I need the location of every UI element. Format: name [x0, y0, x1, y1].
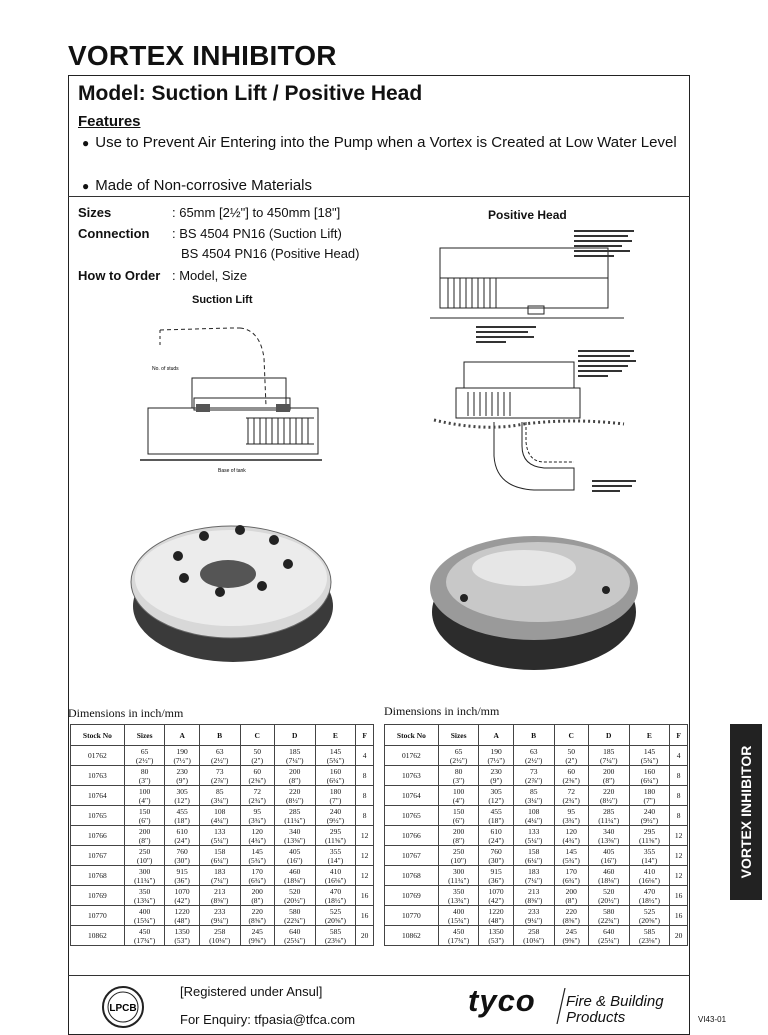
positive-head-diagram — [424, 226, 646, 498]
table-cell: 220 (8⅝") — [240, 906, 274, 926]
table-cell: 10770 — [71, 906, 125, 926]
column-header: C — [240, 725, 274, 746]
table-cell: 158 (6¼") — [199, 846, 240, 866]
table-cell: 470 (18½") — [315, 886, 356, 906]
table-cell: 233 (9¼") — [199, 906, 240, 926]
table-cell: 300 (11¾") — [124, 866, 165, 886]
table-cell: 20 — [356, 926, 374, 946]
registered-note: [Registered under Ansul] — [180, 984, 323, 999]
column-header: Sizes — [438, 725, 479, 746]
table-cell: 410 (16⅛") — [315, 866, 356, 886]
table-cell: 610 (24") — [165, 826, 199, 846]
bullet-icon: ● — [82, 136, 90, 150]
table-cell: 233 (9¼") — [513, 906, 554, 926]
table-cell: 190 (7½") — [479, 746, 513, 766]
table-cell: 185 (7¼") — [588, 746, 629, 766]
column-header: D — [274, 725, 315, 746]
table-cell: 455 (18") — [165, 806, 199, 826]
table-cell: 1220 (48") — [165, 906, 199, 926]
table-cell: 8 — [670, 806, 688, 826]
table-cell: 10764 — [385, 786, 439, 806]
table-cell: 10769 — [71, 886, 125, 906]
table-cell: 200 (8") — [588, 766, 629, 786]
column-header: A — [479, 725, 513, 746]
table-cell: 10767 — [385, 846, 439, 866]
table-cell: 10764 — [71, 786, 125, 806]
table-row — [385, 926, 688, 946]
table-cell: 158 (6¼") — [513, 846, 554, 866]
table-cell: 240 (9½") — [629, 806, 670, 826]
table-cell: 180 (7") — [629, 786, 670, 806]
table-cell: 760 (30") — [165, 846, 199, 866]
feature-item: ● Made of Non-corrosive Materials — [82, 177, 312, 194]
table-cell: 355 (14") — [629, 846, 670, 866]
table-cell: 01762 — [385, 746, 439, 766]
table-cell: 72 (2¾") — [554, 786, 588, 806]
table-row — [385, 866, 688, 886]
column-header: B — [513, 725, 554, 746]
table-cell: 340 (13⅜") — [274, 826, 315, 846]
divider — [68, 975, 690, 976]
model-heading: Model: Suction Lift / Positive Head — [78, 82, 423, 105]
table-cell: 85 (3¼") — [199, 786, 240, 806]
table-cell: 230 (9") — [479, 766, 513, 786]
table-cell: 350 (13¾") — [124, 886, 165, 906]
suction-lift-photo — [128, 516, 338, 678]
table-cell: 95 (3¾") — [554, 806, 588, 826]
table-row — [385, 806, 688, 826]
table-cell: 340 (13⅜") — [588, 826, 629, 846]
table-cell: 305 (12") — [165, 786, 199, 806]
suction-lift-diagram — [136, 318, 332, 478]
column-header: C — [554, 725, 588, 746]
table-cell: 213 (8⅜") — [513, 886, 554, 906]
table-cell: 258 (10⅛") — [199, 926, 240, 946]
table-cell: 295 (11⅝") — [315, 826, 356, 846]
table-cell: 470 (18½") — [629, 886, 670, 906]
table-cell: 200 (8") — [274, 766, 315, 786]
table-cell: 1350 (53") — [479, 926, 513, 946]
table-cell: 405 (16") — [588, 846, 629, 866]
table-row — [71, 786, 374, 806]
bullet-icon: ● — [82, 179, 90, 193]
table-row — [71, 806, 374, 826]
table-cell: 145 (5¾") — [240, 846, 274, 866]
table-cell: 80 (3") — [438, 766, 479, 786]
table-row — [385, 886, 688, 906]
table-cell: 60 (2⅜") — [554, 766, 588, 786]
document-code: VI43-01 — [698, 1015, 727, 1024]
table-cell: 915 (36") — [165, 866, 199, 886]
table-cell: 200 (8") — [124, 826, 165, 846]
table-row — [385, 786, 688, 806]
column-header: F — [356, 725, 374, 746]
table-cell: 50 (2") — [554, 746, 588, 766]
dimensions-table-right — [384, 724, 688, 946]
table-cell: 525 (20⅝") — [629, 906, 670, 926]
division-line-2: Products — [566, 1009, 626, 1026]
table-cell: 12 — [356, 866, 374, 886]
column-header: B — [199, 725, 240, 746]
studs-label: No. of studs — [152, 366, 179, 372]
table-cell: 8 — [670, 786, 688, 806]
table-cell: 520 (20½") — [588, 886, 629, 906]
table-cell: 10768 — [385, 866, 439, 886]
table-row — [71, 866, 374, 886]
table-row — [71, 886, 374, 906]
table-cell: 250 (10") — [438, 846, 479, 866]
column-header: D — [588, 725, 629, 746]
table-cell: 460 (18⅛") — [274, 866, 315, 886]
feature-item: ● Use to Prevent Air Entering into the Pump when a Vortex is Created at Low Water Level — [82, 134, 677, 151]
table-cell: 12 — [670, 826, 688, 846]
table-cell: 455 (18") — [479, 806, 513, 826]
table-cell: 450 (17¾") — [438, 926, 479, 946]
table-caption: Dimensions in inch/mm — [384, 704, 500, 718]
lpcb-logo — [100, 984, 146, 1030]
table-cell: 915 (36") — [479, 866, 513, 886]
table-cell: 73 (2⅞") — [513, 766, 554, 786]
table-cell: 240 (9½") — [315, 806, 356, 826]
table-cell: 133 (5¼") — [199, 826, 240, 846]
table-cell: 580 (22¾") — [588, 906, 629, 926]
table-cell: 8 — [356, 806, 374, 826]
table-cell: 245 (9⅝") — [240, 926, 274, 946]
table-row — [71, 926, 374, 946]
table-cell: 73 (2⅞") — [199, 766, 240, 786]
table-cell: 8 — [670, 766, 688, 786]
table-cell: 133 (5¼") — [513, 826, 554, 846]
divider — [68, 196, 690, 197]
table-cell: 580 (22¾") — [274, 906, 315, 926]
table-cell: 10766 — [71, 826, 125, 846]
table-cell: 640 (25¼") — [274, 926, 315, 946]
column-header: F — [670, 725, 688, 746]
table-cell: 60 (2⅜") — [240, 766, 274, 786]
table-cell: 305 (12") — [479, 786, 513, 806]
table-cell: 220 (8½") — [274, 786, 315, 806]
table-cell: 525 (20⅝") — [315, 906, 356, 926]
table-cell: 1070 (42") — [479, 886, 513, 906]
features-heading: Features — [78, 113, 141, 130]
table-cell: 400 (15¾") — [124, 906, 165, 926]
table-cell: 585 (23⅛") — [315, 926, 356, 946]
table-cell: 16 — [670, 886, 688, 906]
dimensions-table-left — [70, 724, 374, 946]
table-cell: 160 (6¼") — [315, 766, 356, 786]
table-row — [71, 906, 374, 926]
table-cell: 405 (16") — [274, 846, 315, 866]
enquiry-email: For Enquiry: tfpasia@tfca.com — [180, 1012, 356, 1027]
table-cell: 220 (8⅝") — [554, 906, 588, 926]
sizes-label: Sizes — [78, 205, 112, 220]
table-cell: 12 — [356, 846, 374, 866]
table-cell: 300 (11¾") — [438, 866, 479, 886]
table-cell: 640 (25¼") — [588, 926, 629, 946]
table-cell: 170 (6¾") — [240, 866, 274, 886]
table-cell: 190 (7½") — [165, 746, 199, 766]
table-row — [385, 746, 688, 766]
table-cell: 150 (6") — [124, 806, 165, 826]
table-cell: 10765 — [71, 806, 125, 826]
table-row — [71, 746, 374, 766]
table-cell: 16 — [356, 906, 374, 926]
side-tab-label: VORTEX INHIBITOR — [738, 745, 754, 879]
table-cell: 120 (4¾") — [240, 826, 274, 846]
table-cell: 4 — [356, 746, 374, 766]
table-cell: 220 (8½") — [588, 786, 629, 806]
table-cell: 72 (2¾") — [240, 786, 274, 806]
table-cell: 230 (9") — [165, 766, 199, 786]
table-row — [71, 766, 374, 786]
table-cell: 16 — [670, 906, 688, 926]
table-row — [385, 766, 688, 786]
table-row — [71, 826, 374, 846]
table-cell: 95 (3¾") — [240, 806, 274, 826]
table-cell: 180 (7") — [315, 786, 356, 806]
svg-text:LPCB: LPCB — [109, 1003, 137, 1014]
table-cell: 760 (30") — [479, 846, 513, 866]
table-header-row — [71, 725, 374, 746]
table-cell: 8 — [356, 766, 374, 786]
table-cell: 285 (11¼") — [274, 806, 315, 826]
table-cell: 108 (4¼") — [199, 806, 240, 826]
suction-lift-title: Suction Lift — [192, 294, 253, 306]
table-cell: 400 (15¾") — [438, 906, 479, 926]
table-row — [385, 906, 688, 926]
table-cell: 200 (8") — [240, 886, 274, 906]
column-header: E — [629, 725, 670, 746]
table-cell: 10767 — [71, 846, 125, 866]
table-cell: 160 (6¼") — [629, 766, 670, 786]
table-cell: 80 (3") — [124, 766, 165, 786]
table-cell: 12 — [670, 846, 688, 866]
table-cell: 250 (10") — [124, 846, 165, 866]
table-cell: 100 (4") — [124, 786, 165, 806]
table-cell: 585 (23⅛") — [629, 926, 670, 946]
positive-head-photo — [428, 528, 644, 680]
sizes-value: : 65mm [2½"] to 450mm [18"] — [172, 205, 341, 220]
table-cell: 10862 — [71, 926, 125, 946]
table-cell: 85 (3¼") — [513, 786, 554, 806]
table-cell: 258 (10⅛") — [513, 926, 554, 946]
table-cell: 1220 (48") — [479, 906, 513, 926]
table-cell: 200 (8") — [438, 826, 479, 846]
table-cell: 10769 — [385, 886, 439, 906]
base-of-tank-label: Base of tank — [218, 468, 246, 474]
table-cell: 285 (11¼") — [588, 806, 629, 826]
table-row — [385, 846, 688, 866]
column-header: A — [165, 725, 199, 746]
table-cell: 10770 — [385, 906, 439, 926]
table-cell: 183 (7¼") — [199, 866, 240, 886]
table-cell: 1070 (42") — [165, 886, 199, 906]
table-cell: 520 (20½") — [274, 886, 315, 906]
connection-value: BS 4504 PN16 (Positive Head) — [181, 246, 360, 261]
table-cell: 10766 — [385, 826, 439, 846]
table-cell: 20 — [670, 926, 688, 946]
table-cell: 450 (17¾") — [124, 926, 165, 946]
positive-head-title: Positive Head — [488, 208, 567, 222]
table-cell: 295 (11⅝") — [629, 826, 670, 846]
table-cell: 145 (5¾") — [554, 846, 588, 866]
table-cell: 63 (2½") — [513, 746, 554, 766]
table-cell: 10763 — [385, 766, 439, 786]
connection-value: : BS 4504 PN16 (Suction Lift) — [172, 226, 342, 241]
table-cell: 8 — [356, 786, 374, 806]
column-header: Stock No — [385, 725, 439, 746]
table-cell: 1350 (53") — [165, 926, 199, 946]
table-cell: 200 (8") — [554, 886, 588, 906]
table-cell: 410 (16⅛") — [629, 866, 670, 886]
table-cell: 16 — [356, 886, 374, 906]
table-caption: Dimensions in inch/mm — [68, 706, 184, 720]
table-cell: 120 (4¾") — [554, 826, 588, 846]
table-cell: 63 (2½") — [199, 746, 240, 766]
table-cell: 170 (6¾") — [554, 866, 588, 886]
logo-divider-icon — [556, 988, 566, 1024]
table-row — [71, 846, 374, 866]
table-cell: 350 (13¾") — [438, 886, 479, 906]
table-cell: 145 (5¾") — [315, 746, 356, 766]
table-cell: 01762 — [71, 746, 125, 766]
document-title: VORTEX INHIBITOR — [68, 40, 337, 71]
table-cell: 183 (7¼") — [513, 866, 554, 886]
column-header: Sizes — [124, 725, 165, 746]
table-cell: 460 (18⅛") — [588, 866, 629, 886]
table-cell: 245 (9⅝") — [554, 926, 588, 946]
table-cell: 10763 — [71, 766, 125, 786]
column-header: Stock No — [71, 725, 125, 746]
connection-label: Connection — [78, 226, 150, 241]
table-cell: 10862 — [385, 926, 439, 946]
order-label: How to Order — [78, 268, 161, 283]
table-cell: 100 (4") — [438, 786, 479, 806]
table-cell: 610 (24") — [479, 826, 513, 846]
table-cell: 108 (4¼") — [513, 806, 554, 826]
table-cell: 355 (14") — [315, 846, 356, 866]
table-cell: 213 (8⅜") — [199, 886, 240, 906]
table-cell: 150 (6") — [438, 806, 479, 826]
table-row — [385, 826, 688, 846]
table-cell: 10768 — [71, 866, 125, 886]
table-cell: 10765 — [385, 806, 439, 826]
tyco-logo: tyco — [468, 983, 536, 1018]
order-value: : Model, Size — [172, 268, 248, 283]
table-cell: 50 (2") — [240, 746, 274, 766]
table-header-row — [385, 725, 688, 746]
table-cell: 12 — [670, 866, 688, 886]
division-line-1: Fire & Building — [566, 993, 664, 1010]
table-cell: 145 (5¾") — [629, 746, 670, 766]
table-cell: 4 — [670, 746, 688, 766]
table-cell: 65 (2½") — [438, 746, 479, 766]
column-header: E — [315, 725, 356, 746]
table-cell: 185 (7¼") — [274, 746, 315, 766]
table-cell: 12 — [356, 826, 374, 846]
table-cell: 65 (2½") — [124, 746, 165, 766]
